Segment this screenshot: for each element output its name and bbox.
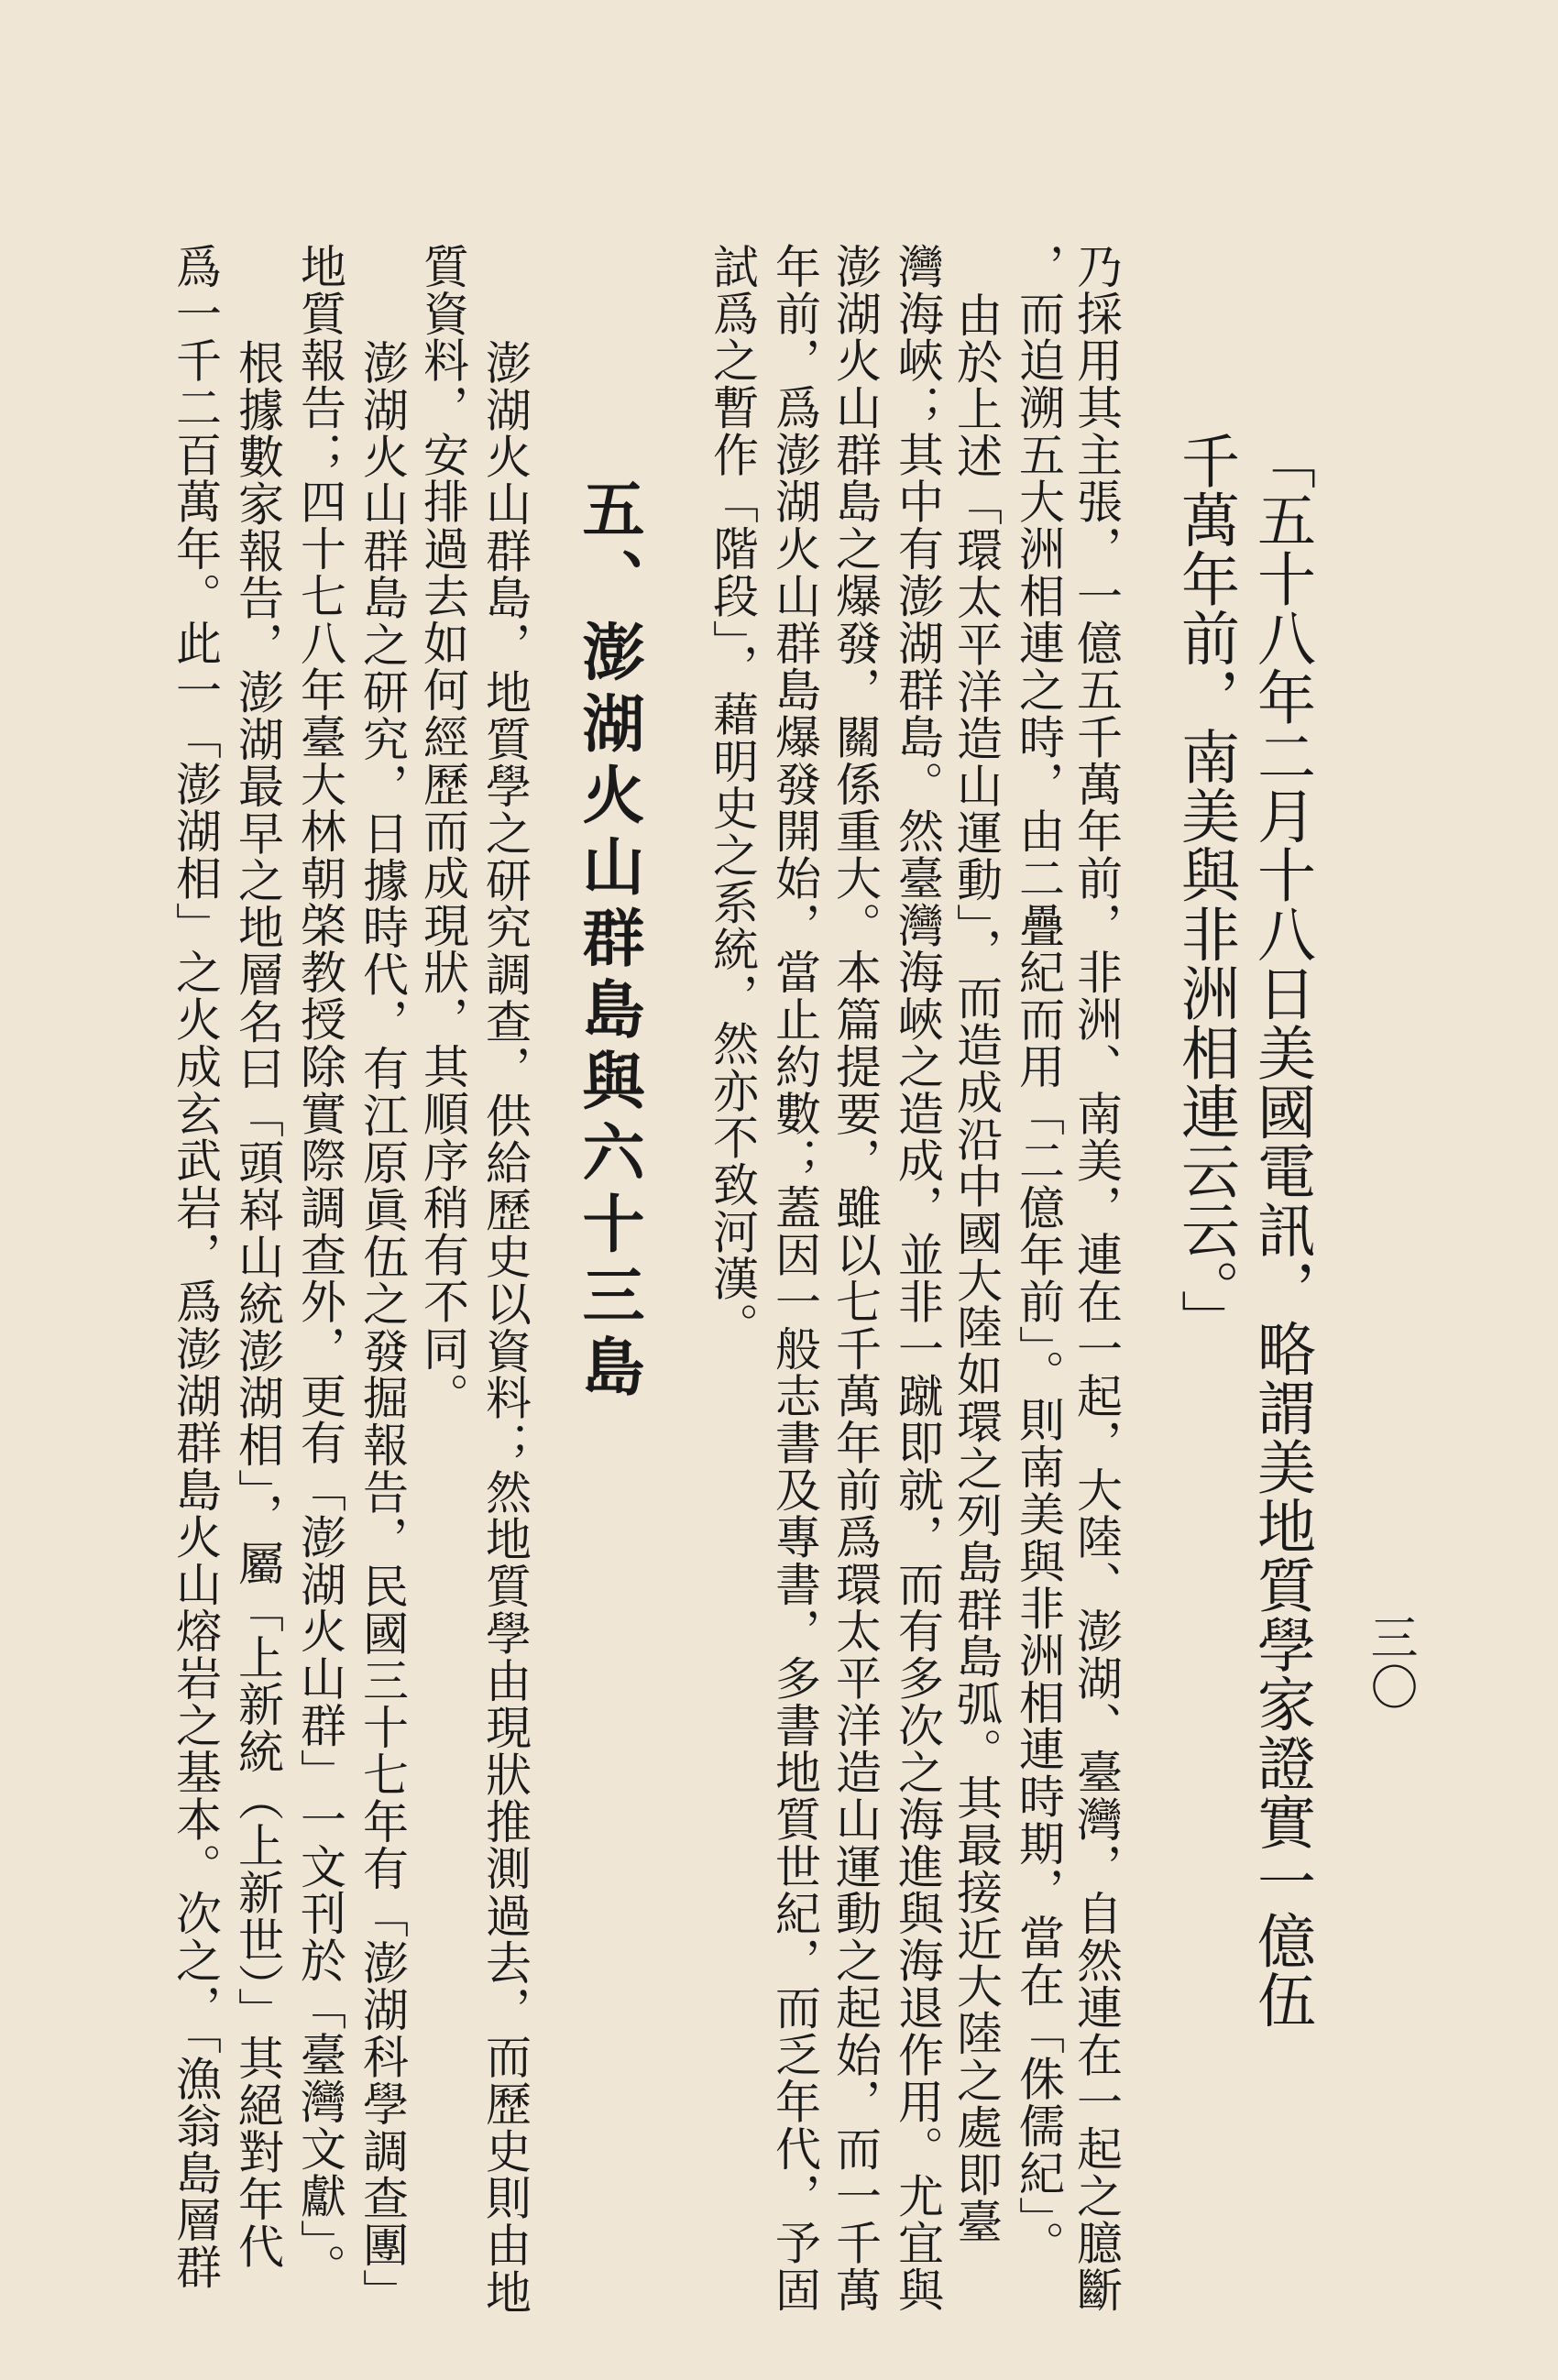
paragraph-5-line-1: 根據數家報告，澎湖最早之地層名曰「頭嵙山統澎湖相」，屬「上新統（上新世）」其絕對年代 [231,339,284,2270]
paragraph-2-line-1: 由於上述「環太平洋造山運動」，而造成沿中國大陸如環之列島群島弧。其最接近大陸之處即臺 [949,291,1003,2245]
paragraph-2-line-3: 澎湖火山群島之爆發，關係重大。本篇提要，雖以七千萬年前爲環太平洋造山運動之起始，而一千萬 [828,243,882,2314]
paragraph-1-line-1: 乃採用其主張，一億五千萬年前，非洲、南美，連在一起，大陸、澎湖、臺灣，自然連在一起之臆斷 [1070,243,1123,2314]
paragraph-2-line-2: 灣海峽；其中有澎湖群島。然臺灣海峽之造成，並非一蹴即就，而有多次之海進與海退作用。尤宜與 [891,243,944,2314]
paragraph-2-line-4: 年前，爲澎湖火山群島爆發開始，當止約數；蓋因一般志書及專書，多書地質世紀，而乏年代，予固 [768,243,821,2314]
page-number: 三〇 [1362,1613,1417,1712]
paragraph-5-line-2: 爲一千二百萬年。此一「澎湖相」之火成玄武岩，爲澎湖群島火山熔岩之基本。次之，「漁翁島層群 [169,243,222,2291]
quote-line-1: 「五十八年二月十八日美國電訊，略謂美地質學家證實一億伍 [1247,431,1315,2030]
paragraph-4-line-2: 地質報告；四十七八年臺大林朝棨教授除實際調查外，更有「澎湖火山群」一文刊於「臺灣文獻」。 [293,243,346,2291]
paragraph-3-line-1: 澎湖火山群島，地質學之研究調查，供給歷史以資料；然地質學由現狀推測過去，而歷史則由地 [478,339,532,2316]
paragraph-2-line-5: 試爲之暫作「階段」，藉明史之系統，然亦不致河漢。 [706,243,759,1350]
paragraph-3-line-2: 質資料，安排過去如何經歷而成現狀，其順序稍有不同。 [416,243,469,1420]
quote-line-2: 千萬年前，南美與非洲相連云云。」 [1171,431,1239,1349]
paragraph-1-line-2: ，而迫溯五大洲相連之時，由二疊紀而用「二億年前」。則南美與非洲相連時期，當在「侏儒紀」。 [1012,243,1065,2268]
section-heading: 五、澎湖火山群島與六十三島 [572,477,645,1406]
paragraph-4-line-1: 澎湖火山群島之研究，日據時代，有江原眞伍之發掘報告，民國三十七年有「澎湖科學調查團」 [356,339,409,2316]
